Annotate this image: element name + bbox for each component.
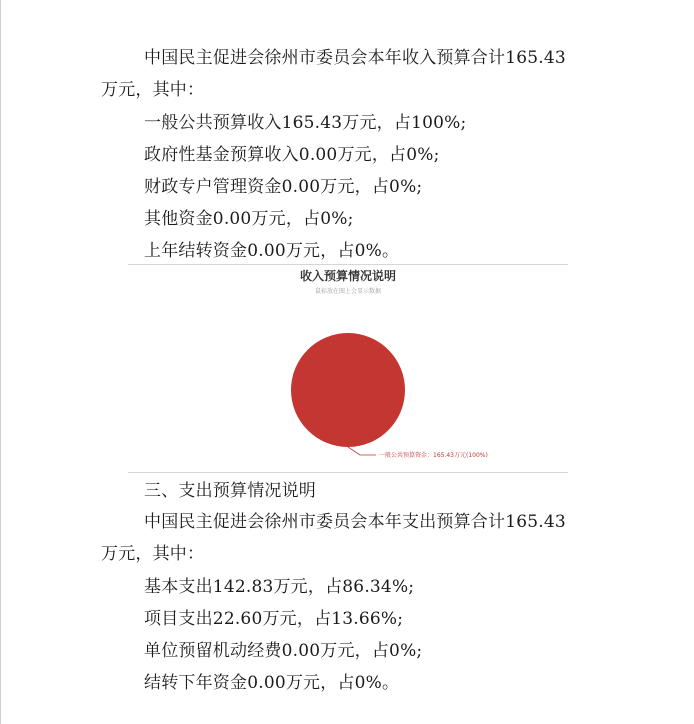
chart-bottom-rule [128, 472, 568, 473]
income-item-general-budget: 一般公共预算收入165.43万元，占100%; [144, 113, 467, 133]
pie-chart-canvas [128, 264, 568, 473]
income-intro-line-1: 中国民主促进会徐州市委员会本年收入预算合计165.43 [144, 48, 566, 68]
income-item-special-account: 财政专户管理资金0.00万元，占0%; [144, 177, 423, 197]
income-intro-line-2: 万元，其中： [101, 80, 205, 100]
pie-slice-0[interactable] [291, 333, 405, 447]
expense-intro-line-1: 中国民主促进会徐州市委员会本年支出预算合计165.43 [144, 512, 566, 532]
income-item-other-funds: 其他资金0.00万元，占0%; [144, 209, 354, 229]
page-left-border [0, 0, 1, 724]
income-item-government-fund: 政府性基金预算收入0.00万元，占0%; [144, 145, 440, 165]
expense-item-basic: 基本支出142.83万元，占86.34%; [144, 577, 415, 597]
expense-item-project: 项目支出22.60万元，占13.66%; [144, 609, 404, 629]
chart-subtitle: 鼠标放在图上会显示数据 [314, 288, 381, 295]
pie-slice-0-label: 一般公共预算资金：165.43万元(100%) [379, 452, 488, 459]
expense-item-reserve: 单位预留机动经费0.00万元，占0%; [144, 641, 423, 661]
chart-title: 收入预算情况说明 [299, 269, 396, 283]
expense-intro-line-2: 万元，其中： [101, 544, 205, 564]
income-pie-chart [128, 264, 568, 473]
expense-section-heading: 三、支出预算情况说明 [144, 481, 316, 501]
pie-slice-0-leader-line [348, 447, 376, 455]
expense-item-carryover: 结转下年资金0.00万元，占0%。 [144, 673, 400, 693]
income-item-carryover: 上年结转资金0.00万元，占0%。 [144, 241, 400, 261]
